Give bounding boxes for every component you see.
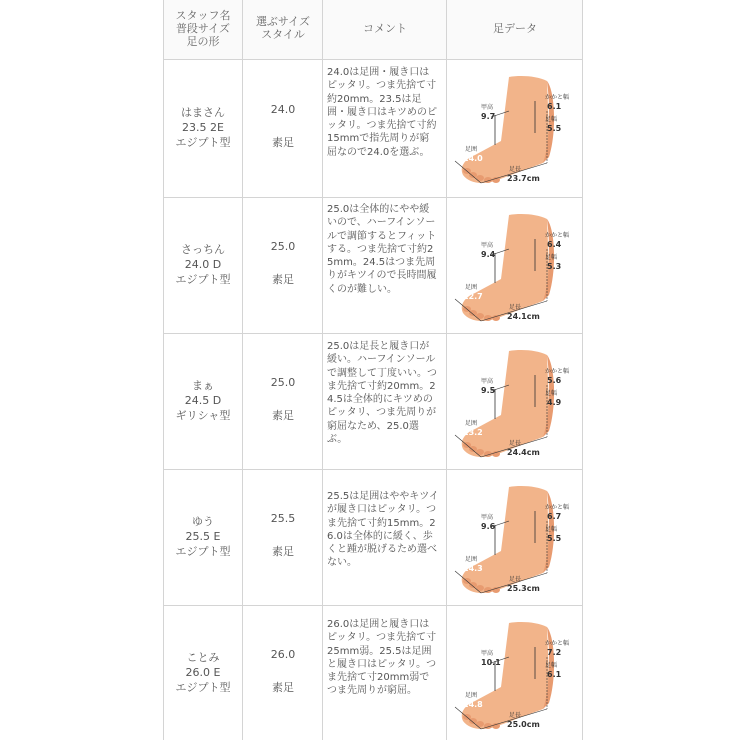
- heel-value: 5.6: [547, 376, 562, 385]
- chosen-size: 25.5: [270, 512, 296, 525]
- staff-cell: [165, 242, 241, 287]
- size-cell: [245, 239, 321, 287]
- heel-label: かかと幅: [545, 504, 570, 511]
- comment-text: 25.0は足長と履き口が緩い。ハーフインソールで調整して丁度いい。つま先捨て寸約20mm。24.5は全体的にキツめのピッタリ、つま先周りが窮屈なため、25.0選ぶ。: [327, 341, 437, 446]
- length-label: 足長: [509, 712, 522, 719]
- toe-shape: [469, 310, 477, 316]
- width-label: 足幅: [545, 390, 558, 397]
- width-value: 6.1: [547, 670, 562, 679]
- column-divider: [322, 0, 323, 740]
- height-label: 甲高: [481, 514, 494, 521]
- staff-cell: [165, 105, 241, 150]
- foot-illustration: [451, 345, 577, 460]
- heel-label: かかと幅: [545, 640, 570, 647]
- length-value: 25.3cm: [507, 584, 540, 593]
- row-divider: [163, 197, 583, 198]
- size-comparison-table: [163, 0, 583, 740]
- foot-illustration: [451, 209, 577, 324]
- heel-value: 6.1: [547, 102, 562, 111]
- height-label: 甲高: [481, 242, 494, 249]
- foot-illustration: [451, 71, 577, 186]
- staff-cell: [165, 514, 241, 559]
- width-label: 足幅: [545, 526, 558, 533]
- foot-shape: [462, 76, 550, 183]
- foot-diagram: [451, 481, 577, 596]
- width-label: 足幅: [545, 662, 558, 669]
- height-value: 9.6: [481, 522, 496, 531]
- width-value: 5.5: [547, 534, 562, 543]
- header-size: 選ぶサイズ スタイル: [255, 15, 311, 41]
- foot-shape: エジプト型: [175, 545, 231, 558]
- height-value: 9.7: [481, 112, 496, 121]
- wearing-style: 素足: [272, 136, 294, 149]
- staff-name: さっちん: [181, 243, 225, 256]
- toe-shape: [469, 718, 477, 724]
- chosen-size: 24.0: [270, 103, 296, 116]
- foot-shape: エジプト型: [175, 273, 231, 286]
- column-divider: [242, 0, 243, 740]
- size-cell: [245, 647, 321, 695]
- usual-size: 25.5 E: [185, 530, 221, 543]
- chosen-size: 25.0: [270, 376, 296, 389]
- width-value: 4.9: [547, 398, 562, 407]
- toe-shape: [469, 446, 477, 452]
- size-cell: [245, 511, 321, 559]
- size-cell: [245, 102, 321, 150]
- size-cell: [245, 375, 321, 423]
- header-foot-data: 足データ: [493, 22, 537, 35]
- toe-shape: [469, 172, 477, 178]
- staff-name: ゆう: [192, 515, 214, 528]
- length-value: 24.1cm: [507, 312, 540, 321]
- heel-label: かかと幅: [545, 232, 570, 239]
- height-value: 10.1: [481, 658, 501, 667]
- header-staff: スタッフ名 普段サイズ 足の形: [175, 9, 231, 48]
- foot-shape: [462, 214, 550, 321]
- heel-value: 7.2: [547, 648, 562, 657]
- row-divider: [163, 469, 583, 470]
- usual-size: 24.0 D: [184, 258, 222, 271]
- table-border-left: [163, 0, 164, 740]
- comment-text: 25.5は足囲はややキツイが履き口はピッタリ。つま先捨て寸約15mm。26.0は全体的に緩く、歩くと踵が脱げるため選べない。: [327, 491, 439, 569]
- usual-size: 26.0 E: [185, 665, 221, 679]
- girth-label: 足囲: [465, 146, 478, 153]
- girth-label: 足囲: [465, 692, 478, 699]
- girth-value: 24.0: [463, 154, 483, 163]
- foot-diagram: [451, 71, 577, 186]
- foot-shape: エジプト型: [175, 136, 231, 149]
- length-value: 24.4cm: [507, 448, 540, 457]
- foot-diagram: [451, 209, 577, 324]
- length-value: 25.0cm: [507, 720, 540, 729]
- header-comment: コメント: [363, 22, 407, 35]
- comment-text: 25.0は全体的にやや緩いので、ハーフインソールで調節するとフィットする。つま先捨て寸約25mm。24.5はつま先周りがキツイので長時間履くのが難しい。: [327, 204, 437, 295]
- length-value: 23.7cm: [507, 174, 540, 183]
- foot-shape: [462, 350, 550, 457]
- comment-text: 24.0は足囲・履き口はピッタリ。つま先捨て寸約20mm。23.5は足囲・履き口はキツめのピッタリ。つま先捨て寸約15mmで指先周りが窮屈なので24.0を選ぶ。: [327, 67, 437, 158]
- heel-value: 6.4: [547, 240, 562, 249]
- foot-shape: エジプト型: [175, 680, 231, 694]
- staff-name: はまさん: [181, 106, 225, 119]
- girth-label: 足囲: [465, 284, 478, 291]
- usual-size: 24.5 D: [184, 394, 222, 407]
- foot-shape: ギリシャ型: [175, 409, 231, 422]
- girth-label: 足囲: [465, 420, 478, 427]
- wearing-style: 素足: [272, 409, 294, 422]
- staff-cell: [165, 378, 241, 423]
- foot-diagram: [451, 345, 577, 460]
- toe-shape: [469, 582, 477, 588]
- wearing-style: 素足: [272, 545, 294, 558]
- width-label: 足幅: [545, 116, 558, 123]
- foot-shape: [462, 622, 550, 729]
- row-divider: [163, 333, 583, 334]
- height-value: 9.4: [481, 250, 496, 259]
- length-label: 足長: [509, 576, 522, 583]
- wearing-style: 素足: [272, 273, 294, 286]
- foot-illustration: [451, 481, 577, 596]
- staff-cell: [165, 650, 241, 695]
- foot-diagram: [451, 617, 577, 732]
- length-label: 足長: [509, 166, 522, 173]
- heel-value: 6.7: [547, 512, 562, 521]
- staff-name: ことみ: [186, 650, 220, 664]
- chosen-size: 26.0: [270, 647, 296, 661]
- table-border-right: [582, 0, 583, 740]
- column-divider: [446, 0, 447, 740]
- foot-illustration: [451, 617, 577, 732]
- heel-label: かかと幅: [545, 368, 570, 375]
- heel-label: かかと幅: [545, 94, 570, 101]
- width-value: 5.5: [547, 124, 562, 133]
- row-divider: [163, 59, 583, 60]
- comment-text: 26.0は足囲と履き口はピッタリ。つま先捨て寸25mm弱。25.5は足囲と履き口はピッタリ。つま先捨て寸20mm弱でつま先周りが窮屈。: [327, 619, 437, 697]
- girth-value: 24.8: [463, 700, 483, 709]
- width-label: 足幅: [545, 254, 558, 261]
- chosen-size: 25.0: [270, 240, 296, 253]
- girth-value: 24.3: [463, 564, 483, 573]
- usual-size: 23.5 2E: [182, 121, 224, 134]
- foot-shape: [462, 486, 550, 593]
- girth-label: 足囲: [465, 556, 478, 563]
- girth-value: 22.7: [463, 292, 483, 301]
- wearing-style: 素足: [272, 680, 294, 694]
- staff-name: まぁ: [192, 379, 214, 392]
- height-label: 甲高: [481, 378, 494, 385]
- height-label: 甲高: [481, 104, 494, 111]
- row-divider: [163, 605, 583, 606]
- length-label: 足長: [509, 304, 522, 311]
- width-value: 5.3: [547, 262, 562, 271]
- length-label: 足長: [509, 440, 522, 447]
- height-label: 甲高: [481, 650, 494, 657]
- girth-value: 23.2: [463, 428, 483, 437]
- height-value: 9.5: [481, 386, 496, 395]
